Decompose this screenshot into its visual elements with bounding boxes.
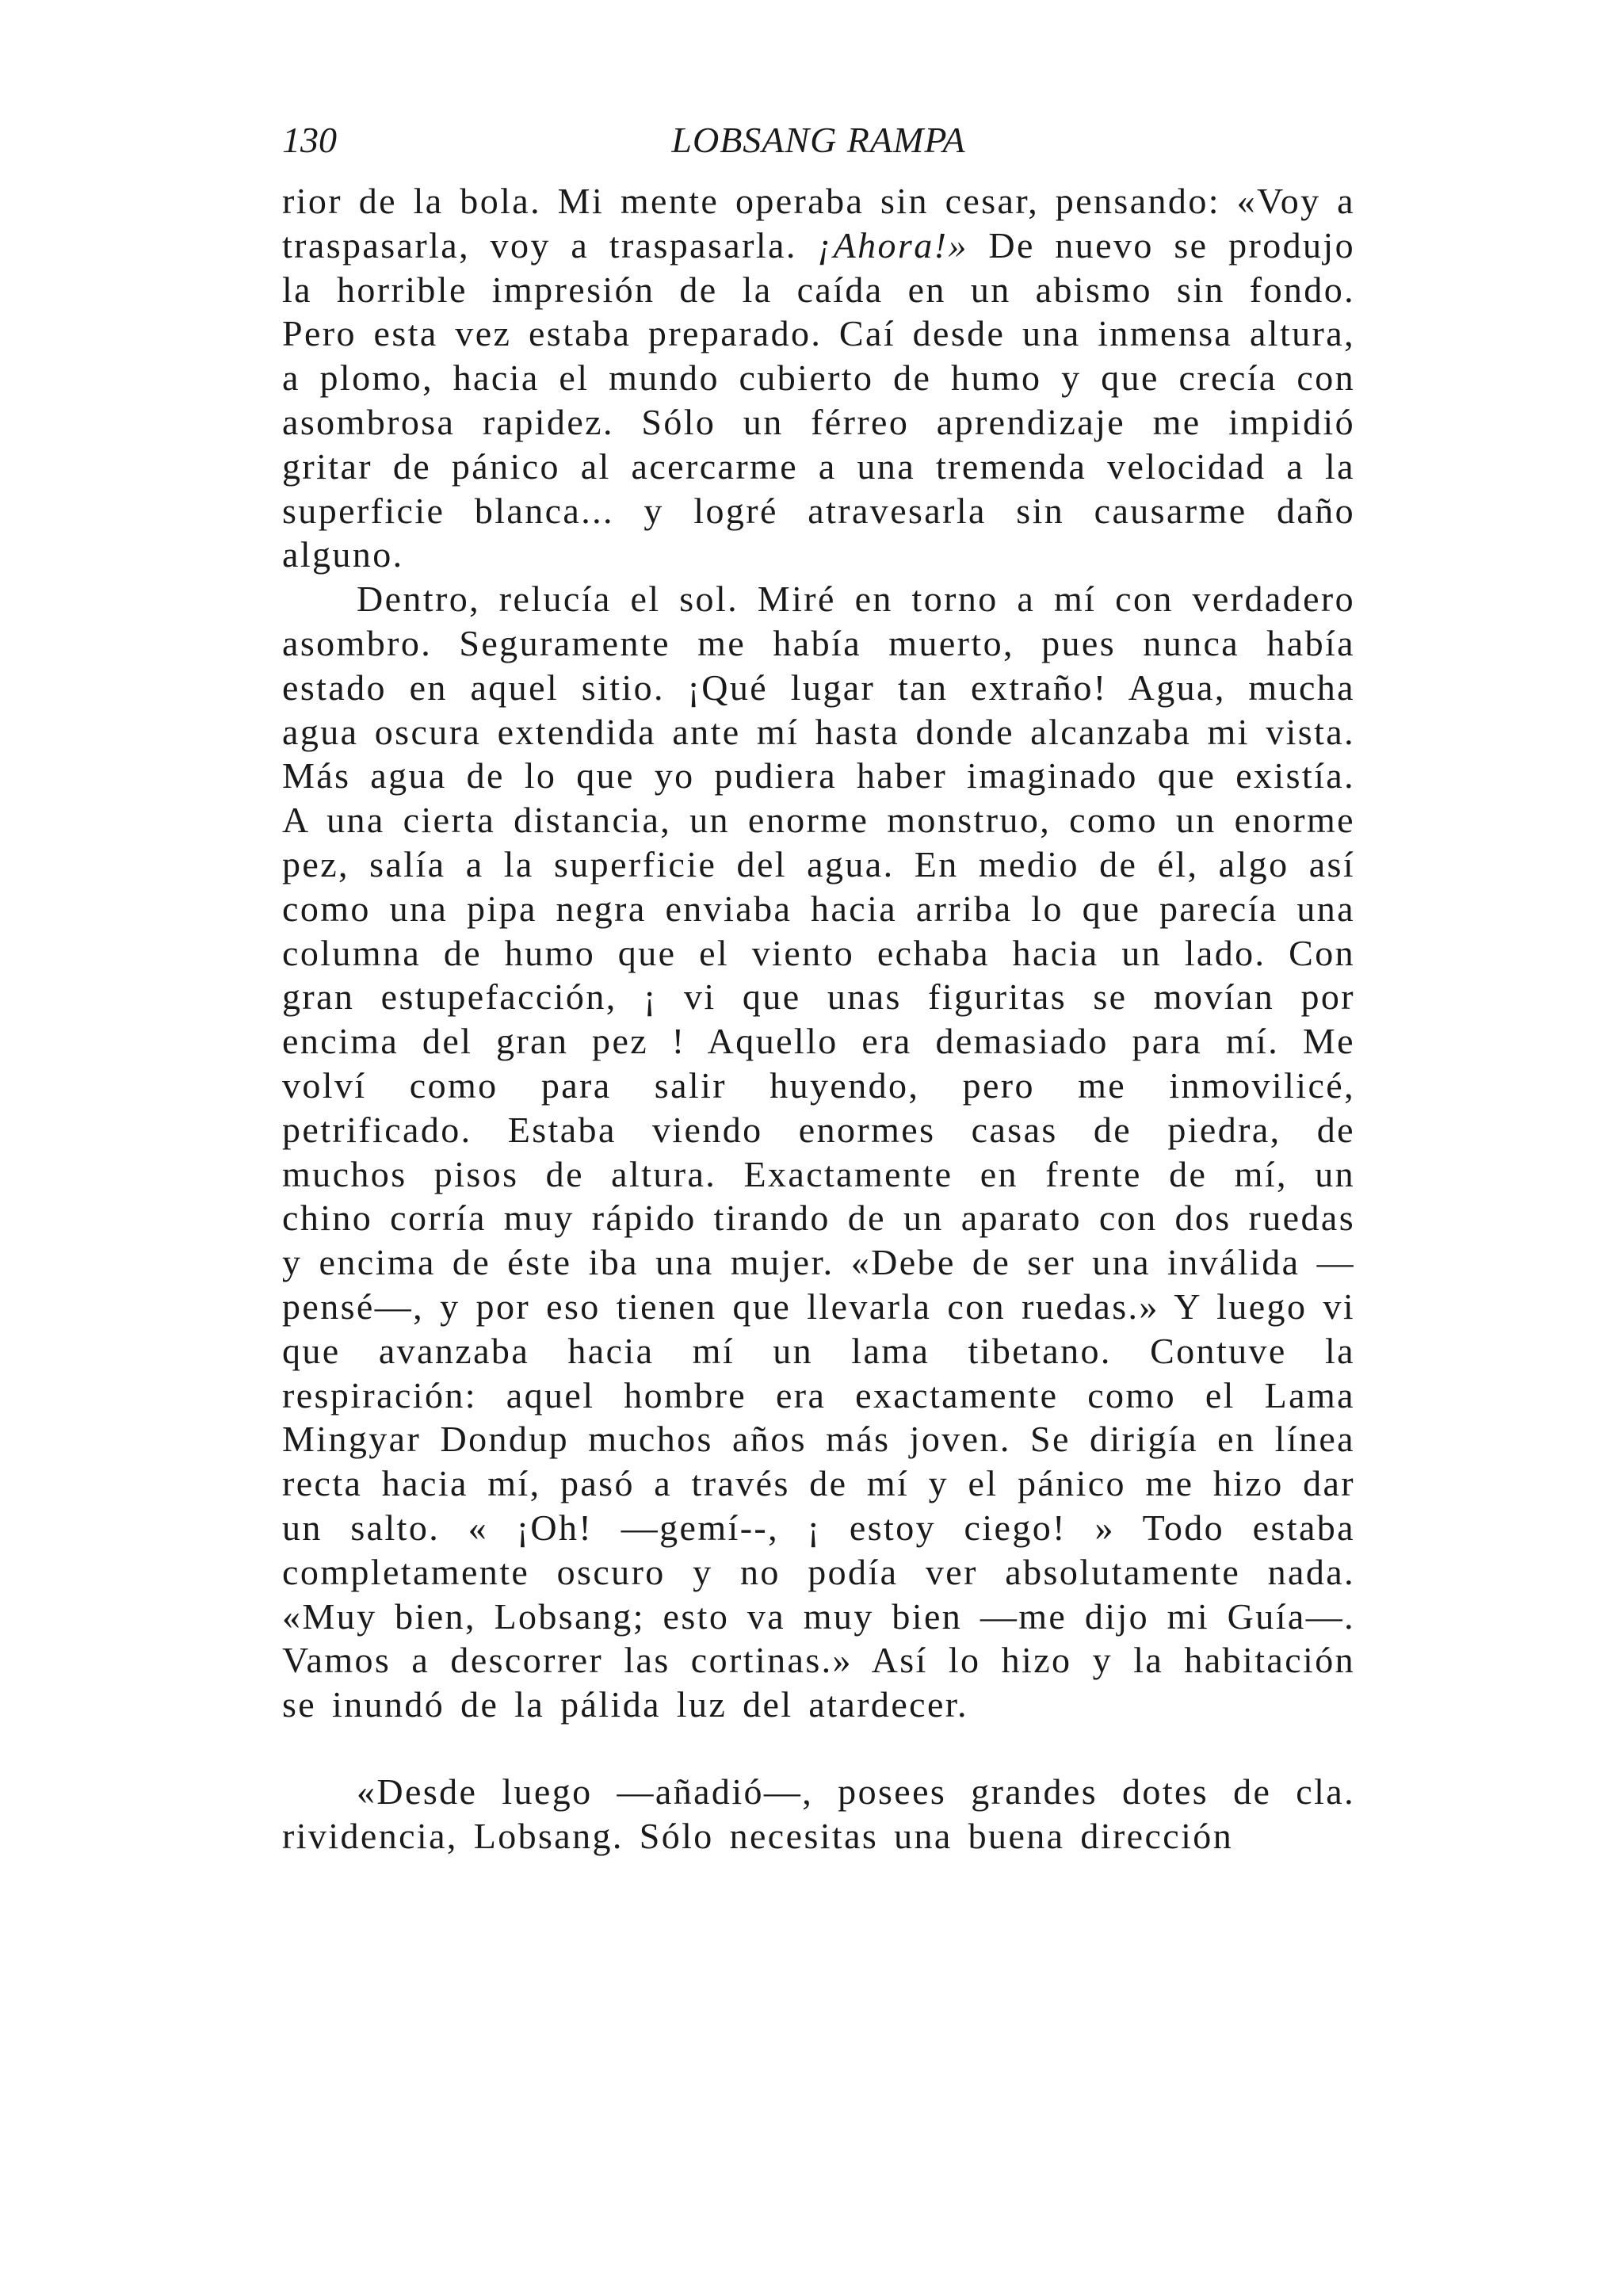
page-number: 130 <box>282 120 337 160</box>
book-title: LOBSANG RAMPA <box>671 120 966 160</box>
paragraph-text: De nuevo se produjo la horrible impresión de la caída en un abismo sin fondo. Pero esta vez estaba preparado. Caí desde una inmensa altura, a plomo, hacia el mundo cubierto de humo y que crecía con asombrosa rapidez. Sólo un férreo aprendizaje me impidió gritar de pánico al acercarme a una tremenda velocidad a la superficie blanca... y logré atravesarla sin causarme daño alguno. <box>282 224 1355 575</box>
paragraph-text-italic: ¡Ahora!» <box>817 224 968 266</box>
paragraph-text: Dentro, relucía el sol. Miré en torno a mí con verdadero asombro. Seguramente me había muerto, pues nunca había estado en aquel sitio. ¡Qué lugar tan extraño! Agua, mucha agua oscura extendida ante mí hasta donde alcanzaba mi vista. Más agua de lo que yo pudiera haber imaginado que existía. A una cierta distancia, un enorme monstruo, como un enorme pez, salía a la superficie del agua. En medio de él, algo así como una pipa negra enviaba hacia arriba lo que parecía una columna de humo que el viento echaba hacia un lado. Con gran estupefacción, ¡ vi que unas figuritas se movían por encima del gran pez ! Aquello era demasiado para mí. Me volví como para salir huyendo, pero me inmovilicé, petrificado. Estaba viendo enormes casas de piedra, de muchos pisos de altura. Exactamente en frente de mí, un chino corría muy rápido tirando de un aparato con dos ruedas y encima de éste iba una mujer. «Debe de ser una inválida —pensé—, y por eso tienen que llevarla con ruedas.» Y luego vi que avanzaba hacia mí un lama tibetano. Contuve la respiración: aquel hombre era exactamente como el Lama Mingyar Dondup muchos años más joven. Se dirigía en línea recta hacia mí, pasó a través de mí y el pánico me hizo dar un salto. « ¡Oh! —gemí--, ¡ estoy ciego! » Todo estaba completamente oscuro y no podía ver absolutamente nada. «Muy bien, Lobsang; esto va muy bien —me dijo mi Guía—. Vamos a descorrer las cortinas.» Así lo hizo y la habitación se inundó de la pálida luz del atardecer. <box>282 579 1355 1725</box>
paragraph-text: rior de la bola. Mi mente operaba sin cesar, pensando: «Voy a traspasarla, voy a traspasarla. <box>282 181 1355 266</box>
running-head <box>282 111 1355 170</box>
paragraph-text: «Desde luego —añadió—, posees grandes dotes de cla. rividencia, Lobsang. Sólo necesitas una buena dirección <box>282 1771 1355 1856</box>
paragraph-2 <box>282 577 1355 1727</box>
paragraph-3 <box>282 1770 1355 1859</box>
body-text <box>282 179 1355 1858</box>
book-page <box>282 111 1355 1858</box>
paragraph-1 <box>282 179 1355 577</box>
